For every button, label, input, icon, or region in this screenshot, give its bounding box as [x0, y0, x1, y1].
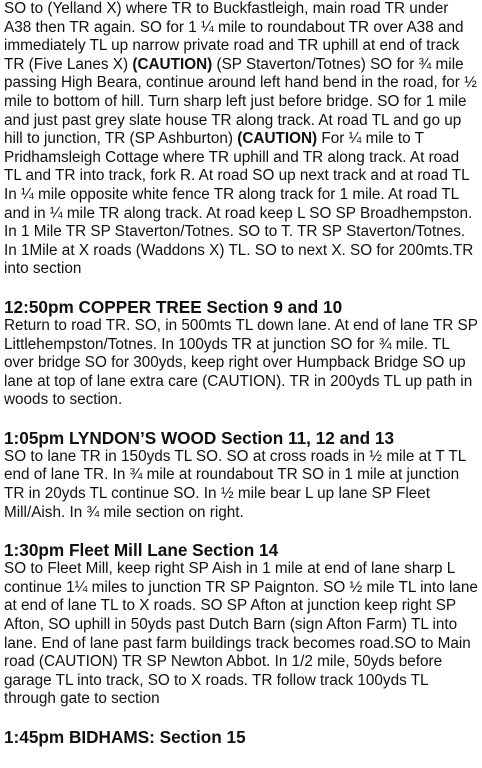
caution-label: (CAUTION) [237, 130, 318, 148]
document-page [4, 0, 478, 747]
section-heading-fleet-mill-lane: 1:30pm Fleet Mill Lane Section 14 [4, 540, 279, 561]
section-body-copper-tree: Return to road TR. SO, in 500mts TL down lane. At end of lane TR SP Littlehempston/Totnes. In 100yds TR at junction SO for ¾ mile. TL over bridge SO for 300yds, keep right over Humpback Bridge SO up lane at top of lane extra care (CAUTION). TR in 200yds TL up path in woods to section. [4, 316, 478, 409]
intro-text-3: For ¼ mile to T Pridhamsleigh Cottage where TR uphill and TR along track. At road TL and TR into track, fork R. At road SO up next track and at road TL In ¼ mile opposite white fence TR along track for 1 mile. At road TL and in ¼ mile TR along track. At road keep L SO SP Broadhempston. In 1 Mile TR SP Staverton/Totnes. SO to T. TR SP Staverton/Totnes. In 1Mile at X roads (Waddons X) TL. SO to next X. SO for 200mts.TR into section [4, 130, 474, 278]
intro-text-2: (SP Staverton/Totnes) SO for ¾ mile passing High Beara, continue around left hand bend in the road, for ½ mile to bottom of hill. Turn sharp left just before bridge. SO for 1 mile and just past grey slate house TR along track. At road TL and go up hill to junction, TR (SP Ashburton) [4, 55, 477, 148]
caution-label: (CAUTION) [132, 55, 213, 73]
intro-paragraph [4, 0, 478, 279]
section-heading-copper-tree: 12:50pm COPPER TREE Section 9 and 10 [4, 296, 343, 317]
intro-text-1: SO to (Yelland X) where TR to Buckfastleigh, main road TR under A38 then TR again. SO for 1 ¼ mile to roundabout TR over A38 and immediately TL up narrow private road and TR uphill at end of track TR (Five Lanes X) [4, 0, 464, 73]
section-body-fleet-mill-lane: SO to Fleet Mill, keep right SP Aish in 1 mile at end of lane sharp L continue 1¼ miles to junction TR SP Paignton. SO ½ mile TL into lane at end of lane TL to X roads. SO SP Afton at junction keep right SP Afton, SO uphill in 50yds past Dutch Barn (sign Afton Farm) TL into lane. End of lane past farm buildings track becomes road.SO to Main road (CAUTION) TR SP Newton Abbot. In 1/2 mile, 50yds before garage TL into track, SO to X roads. TR follow track 100yds TL through gate to section [4, 560, 478, 708]
section-heading-lyndons-wood: 1:05pm LYNDON’S WOOD Section 11, 12 and 13 [4, 427, 395, 448]
section-body-lyndons-wood: SO to lane TR in 150yds TL SO. SO at cross roads in ½ mile at T TL end of lane TR. In ¾ mile at roundabout TR SO in 1 mile at junction TR in 20yds TL continue SO. In ½ mile bear L up lane SP Fleet Mill/Aish. In ¾ mile section on right. [4, 447, 466, 521]
section-heading-bidhams: 1:45pm BIDHAMS: Section 15 [4, 727, 246, 747]
